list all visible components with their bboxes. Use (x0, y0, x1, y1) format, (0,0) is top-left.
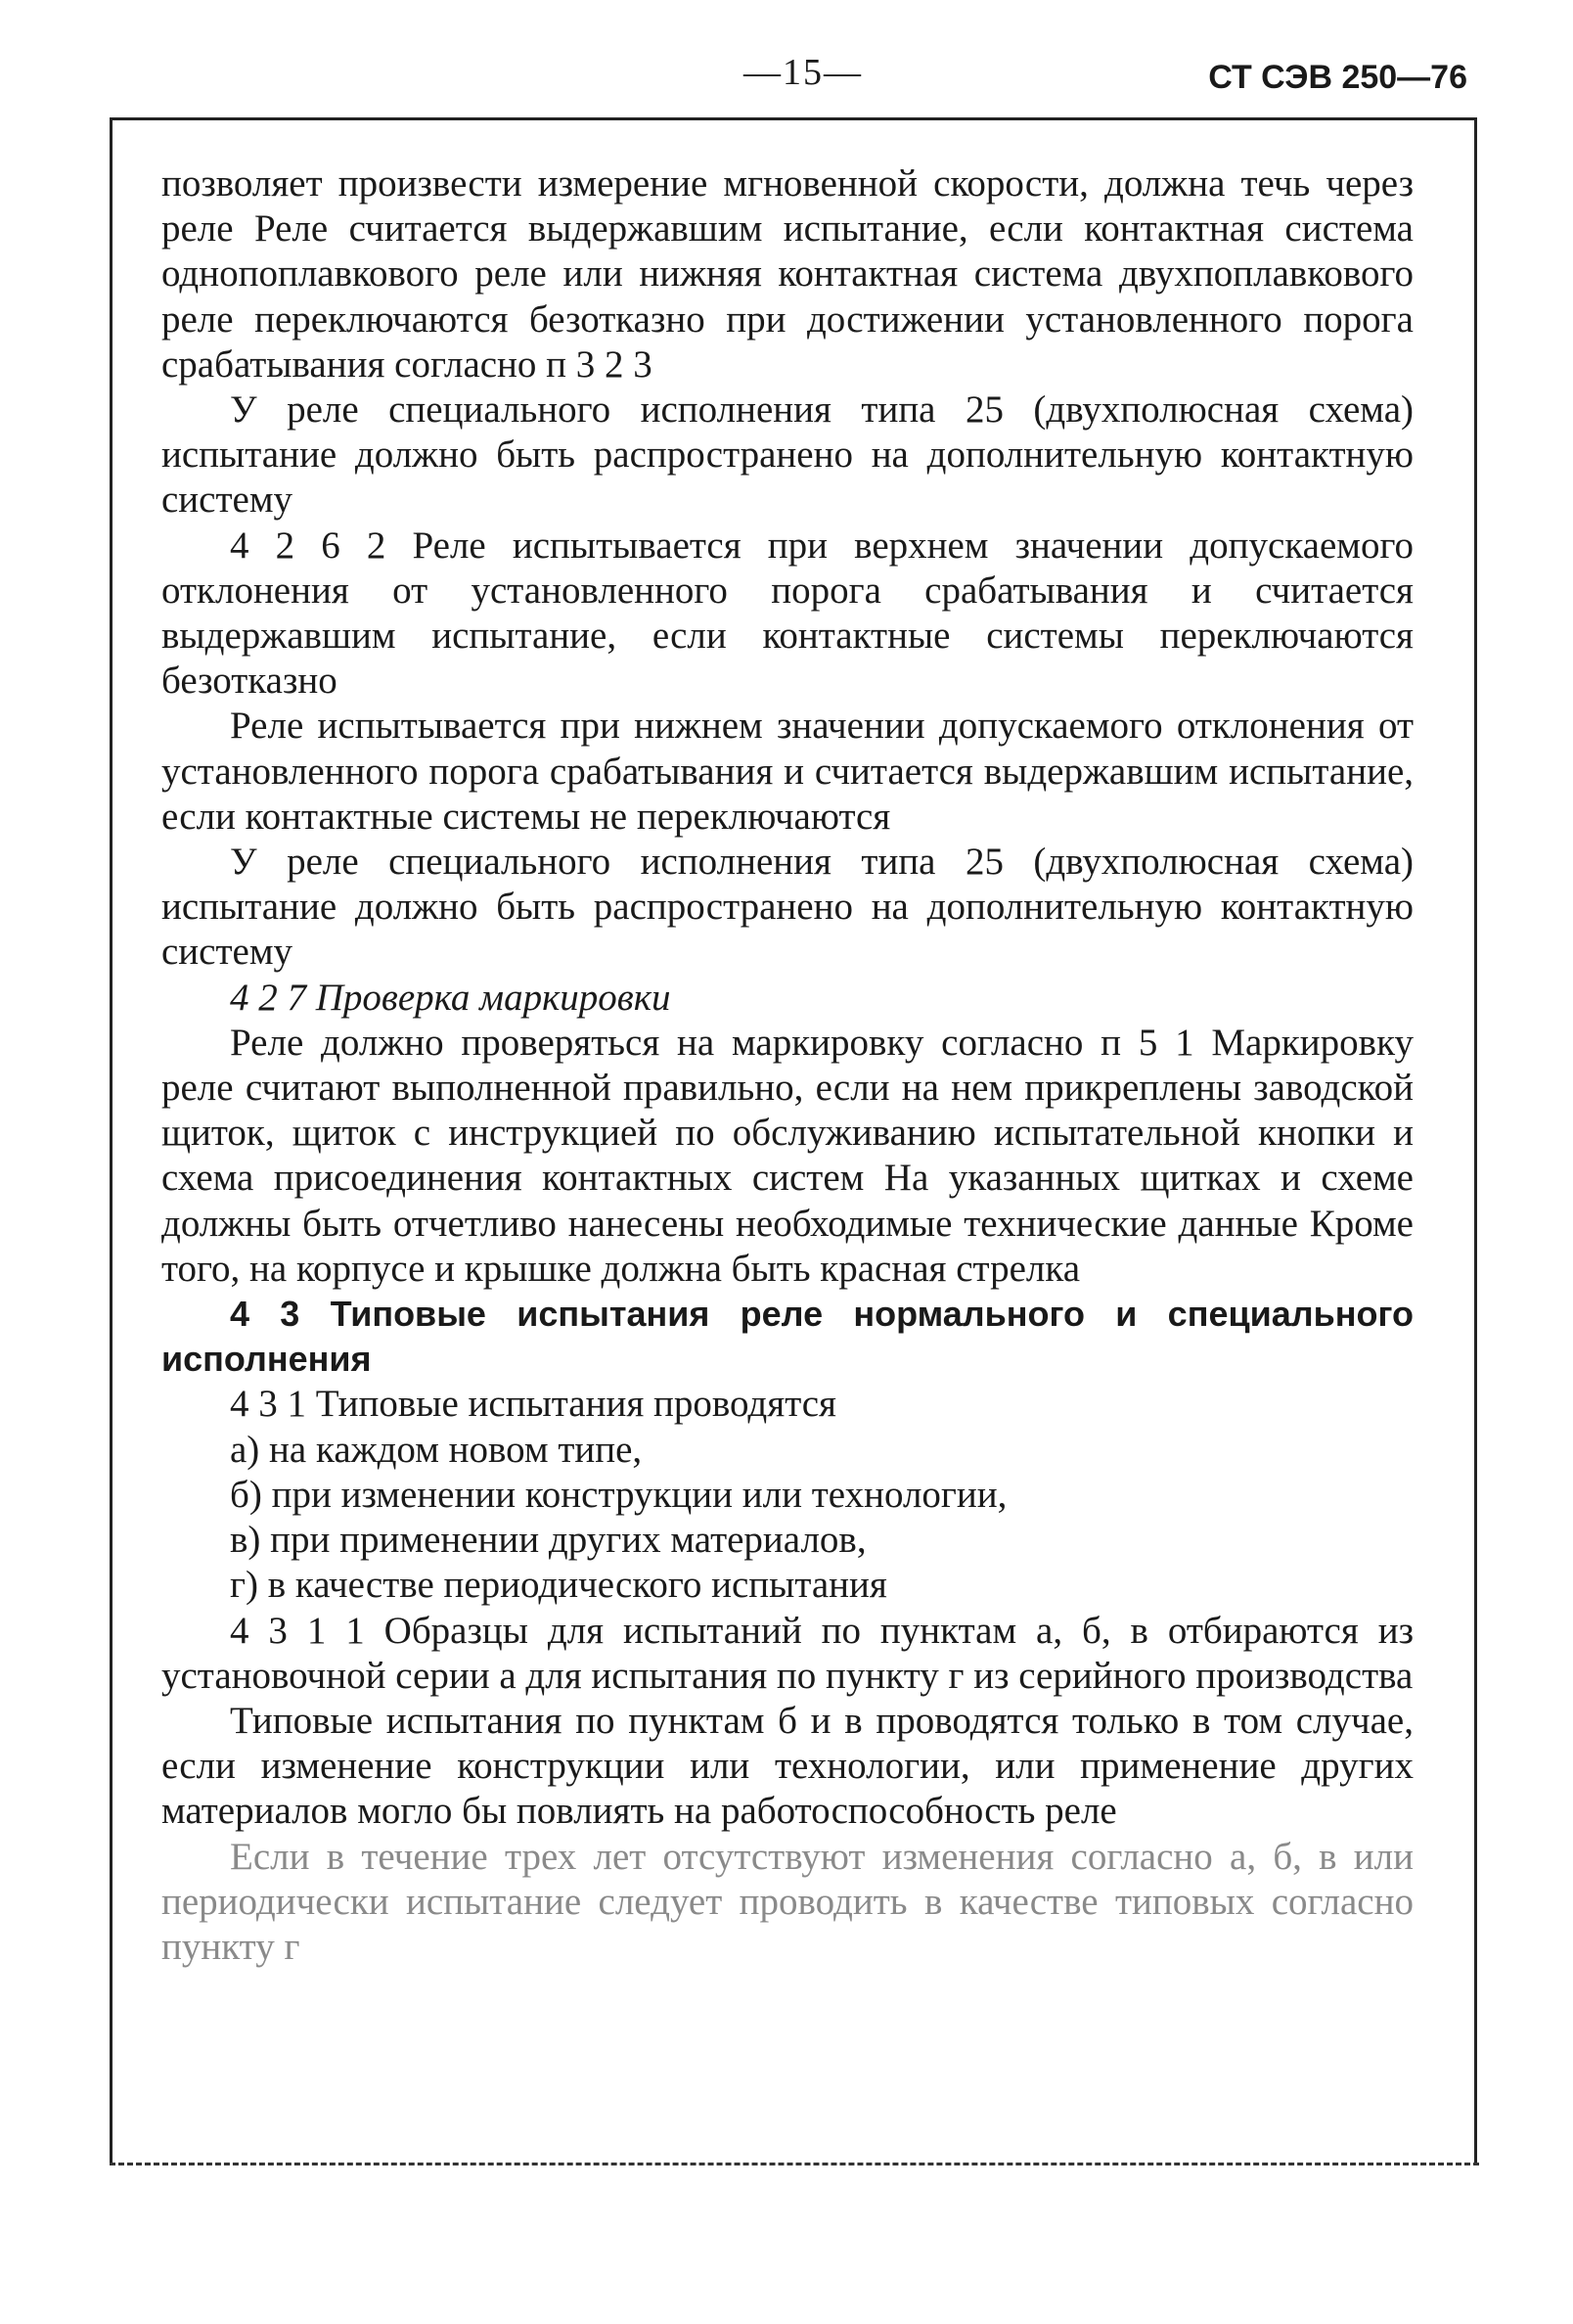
document-body (161, 161, 1414, 1970)
section-heading: 4 2 7 Проверка маркировки (230, 976, 671, 1019)
test-list (230, 1428, 1414, 1609)
paragraph: Реле должно проверяться на маркировку согласно п 5 1 Маркировку реле считают выполненной правильно, если на нем прикреплены заводской щиток, щиток с инструкцией по обслуживанию испытательной кнопки и схема присоединения контактных систем На указанных щитках и схеме должны быть отчетливо нанесены необходимые технические данные Кроме того, на корпусе и крышке должна быть красная стрелка (161, 1021, 1414, 1290)
paragraph: У реле специального исполнения типа 25 (двухполюсная схема) испытание должно быть распространено на дополнительную контактную систему (161, 388, 1414, 522)
paragraph-faded: Если в течение трех лет отсутствуют изменения согласно а, б, в или периодически испытание следует проводить в качестве типовых согласно пункту г (161, 1835, 1414, 1968)
list-item: б) при изменении конструкции или технологии, (230, 1473, 1008, 1516)
standard-code: СТ СЭВ 250—76 (1208, 59, 1467, 96)
section-heading: 4 3 Типовые испытания реле нормального и специального исполнения (161, 1294, 1414, 1380)
paragraph: 4 3 1 1 Образцы для испытаний по пунктам а, б, в отбираются из установочной серии а для испытания по пункту г из серийного производства (161, 1609, 1414, 1697)
paragraph: У реле специального исполнения типа 25 (двухполюсная схема) испытание должно быть распространено на дополнительную контактную систему (161, 841, 1414, 974)
paragraph: Реле испытывается при нижнем значении допускаемого отклонения от установленного порога срабатывания и считается выдержавшим испытание, если контактные системы не переключаются (161, 705, 1414, 838)
page-number: —15— (743, 52, 863, 93)
paragraph: Типовые испытания по пунктам б и в проводятся только в том случае, если изменение конструкции или технологии, или применение других материалов могло бы повлиять на работоспособность реле (161, 1699, 1414, 1833)
list-item: в) при применении других материалов, (230, 1519, 867, 1562)
paragraph: 4 3 1 Типовые испытания проводятся (230, 1383, 836, 1426)
paragraph: позволяет произвести измерение мгновенной скорости, должна течь через реле Реле считается выдержавшим испытание, если контактная система однопоплавкового реле или нижняя контактная система двухпоплавкового реле переключаются безотказно при достижении установленного порога срабатывания согласно п 3 2 3 (161, 162, 1414, 386)
list-item: г) в качестве периодического испытания (230, 1564, 887, 1607)
page-frame-bottom (110, 2163, 1479, 2165)
list-item: а) на каждом новом типе, (230, 1428, 643, 1471)
paragraph: 4 2 6 2 Реле испытывается при верхнем значении допускаемого отклонения от установленного порога срабатывания и считается выдержавшим испытание, если контактные системы переключаются безотказно (161, 524, 1414, 703)
page-header (0, 51, 1573, 119)
